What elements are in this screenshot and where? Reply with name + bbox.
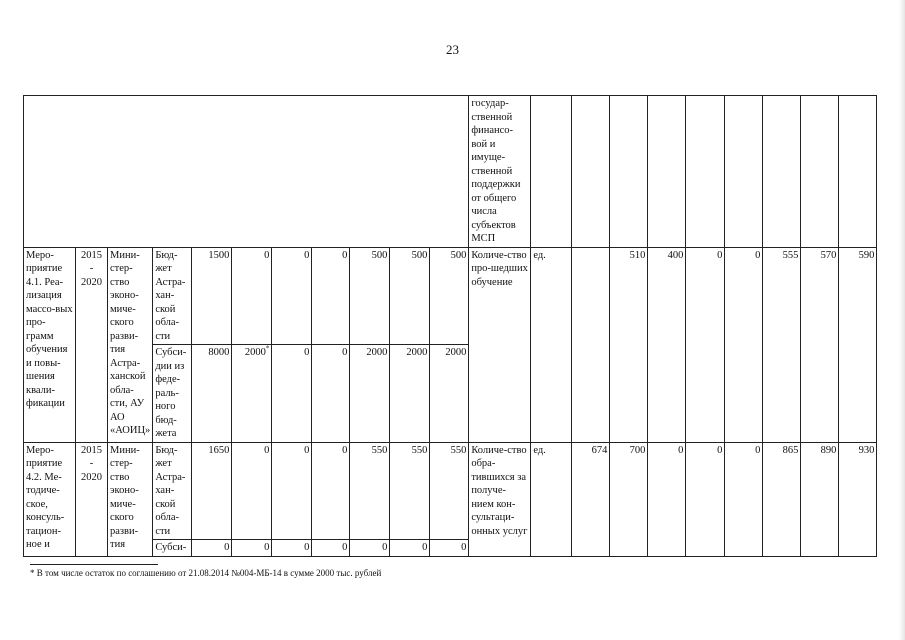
amount-cell: 0 — [312, 540, 350, 557]
amount-cell — [232, 345, 272, 443]
indicator-name: Количе-ство обра-тившихся за получе-нием кон-сультаци-онных услуг — [469, 442, 531, 556]
indicator-value: 0 — [648, 442, 686, 556]
blank-cell — [648, 96, 686, 248]
indicator-value: 890 — [801, 442, 839, 556]
period: 2015 - 2020 — [76, 247, 108, 442]
amount-cell: 0 — [272, 345, 312, 443]
table-row — [24, 247, 877, 345]
amount-cell: 2000 — [430, 345, 469, 443]
amount-cell: 0 — [272, 540, 312, 557]
amount-cell: 500 — [350, 247, 390, 345]
amount-cell: 1500 — [192, 247, 232, 345]
indicator-value: 0 — [725, 247, 763, 442]
funding-source: Бюд-жет Астра-хан-ской обла-сти — [153, 247, 192, 345]
amount-cell: 0 — [430, 540, 469, 557]
amount-cell: 2000 — [390, 345, 430, 443]
blank-cell — [725, 96, 763, 248]
program-table — [23, 95, 877, 557]
blank-cell — [572, 96, 610, 248]
indicator-value: 930 — [839, 442, 877, 556]
event-name: Меро-приятие 4.1. Реа-лизация массо-вых про-грамм обучения и повы-шения квали-фикации — [24, 247, 76, 442]
amount-cell: 0 — [272, 247, 312, 345]
executor: Мини-стер-ство эконо-миче-ского разви-тия Астра-ханской обла-сти, АУ АО «АОИЦ» — [108, 247, 153, 442]
indicator-value: 0 — [725, 442, 763, 556]
amount-value: 2000 — [244, 347, 266, 358]
amount-cell: 500 — [390, 247, 430, 345]
amount-cell: 500 — [430, 247, 469, 345]
amount-cell: 0 — [312, 442, 350, 540]
period: 2015 - 2020 — [76, 442, 108, 556]
scan-edge-shadow — [899, 0, 905, 640]
amount-cell: 2000 — [350, 345, 390, 443]
indicator-continuation: государ-ственной финансо-вой и имуще-ственной поддержки от общего числа субъектов МСП — [469, 96, 531, 248]
indicator-name: Количе-ство про-шедших обучение — [469, 247, 531, 442]
funding-source: Субси- — [153, 540, 192, 557]
indicator-value: 590 — [839, 247, 877, 442]
event-name: Меро-приятие 4.2. Ме-тодиче-ское, консуль-тацион-ное и — [24, 442, 76, 556]
page-number: 23 — [446, 42, 459, 57]
amount-cell: 0 — [390, 540, 430, 557]
indicator-value — [572, 247, 610, 442]
amount-cell: 0 — [232, 247, 272, 345]
footnote-divider — [30, 564, 158, 565]
amount-cell: 0 — [232, 442, 272, 540]
amount-cell: 0 — [312, 345, 350, 443]
amount-cell: 550 — [430, 442, 469, 540]
funding-source: Бюд-жет Астра-хан-ской обла-сти — [153, 442, 192, 540]
amount-cell: 0 — [232, 540, 272, 557]
footnote: * В том числе остаток по соглашению от 21.08.2014 №004-МБ-14 в сумме 2000 тыс. рублей — [30, 568, 382, 578]
executor: Мини-стер-ство эконо-миче-ского разви-тия — [108, 442, 153, 556]
table-row — [24, 442, 877, 540]
indicator-value: 555 — [763, 247, 801, 442]
indicator-value: 570 — [801, 247, 839, 442]
amount-cell: 0 — [350, 540, 390, 557]
blank-cell — [801, 96, 839, 248]
blank-cell — [686, 96, 725, 248]
blank-cell — [763, 96, 801, 248]
footnote-mark: * — [265, 344, 270, 353]
indicator-value: 0 — [686, 442, 725, 556]
amount-cell: 550 — [390, 442, 430, 540]
blank-cell — [610, 96, 648, 248]
indicator-value: 510 — [610, 247, 648, 442]
indicator-value: 0 — [686, 247, 725, 442]
amount-cell: 0 — [192, 540, 232, 557]
amount-cell: 8000 — [192, 345, 232, 443]
indicator-value: 865 — [763, 442, 801, 556]
blank-cell — [839, 96, 877, 248]
indicator-value: 400 — [648, 247, 686, 442]
amount-cell: 1650 — [192, 442, 232, 540]
indicator-unit: ед. — [531, 442, 572, 556]
continuation-row — [24, 96, 877, 248]
funding-source: Субси-дии из феде-раль-ного бюд-жета — [153, 345, 192, 443]
blank-cell — [24, 96, 469, 248]
indicator-value: 700 — [610, 442, 648, 556]
indicator-value: 674 — [572, 442, 610, 556]
blank-cell — [531, 96, 572, 248]
amount-cell: 0 — [312, 247, 350, 345]
indicator-unit: ед. — [531, 247, 572, 442]
amount-cell: 0 — [272, 442, 312, 540]
amount-cell: 550 — [350, 442, 390, 540]
